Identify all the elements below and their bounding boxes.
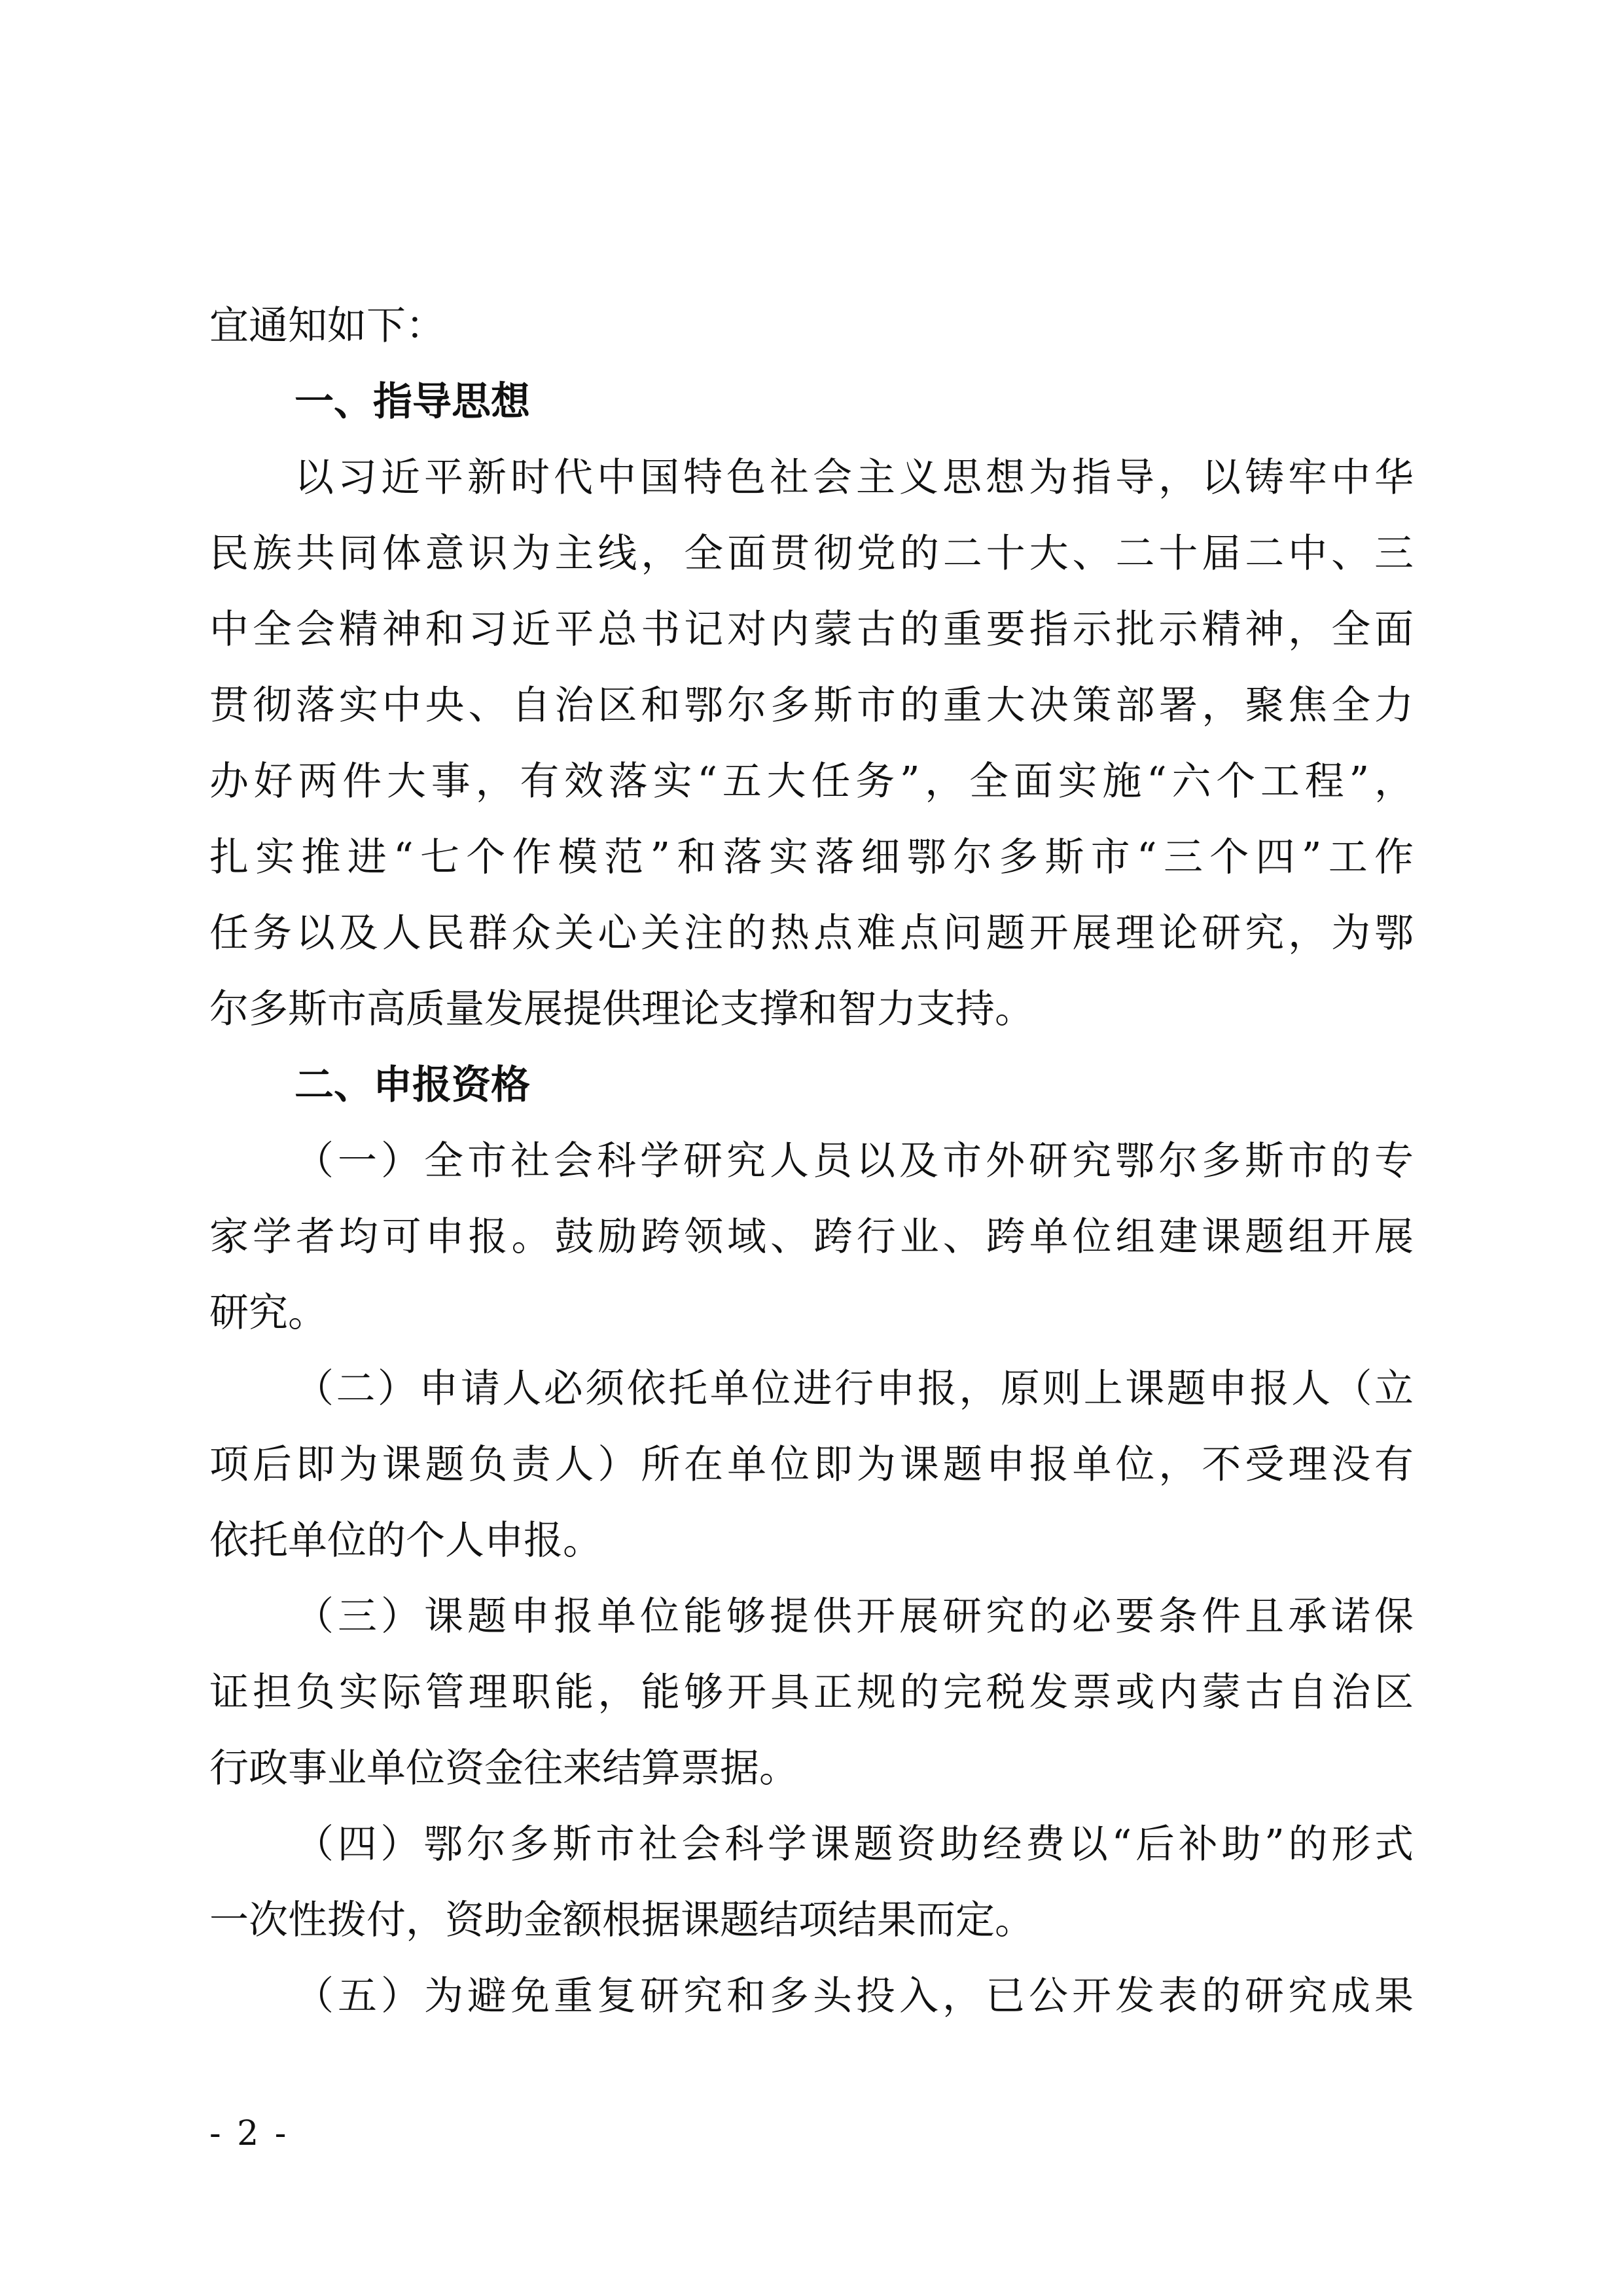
intro-line: 宜通知如下： — [209, 303, 445, 349]
paragraph-line: 办好两件大事，有效落实“五大任务”，全面实施“六个工程”， — [209, 759, 1414, 804]
paragraph-line: 扎实推进“七个作模范”和落实落细鄂尔多斯市“三个四”工作 — [209, 834, 1414, 880]
paragraph-line: 以习近平新时代中国特色社会主义思想为指导，以铸牢中华 — [294, 455, 1414, 501]
eligibility-item-1 — [209, 1123, 1414, 1351]
section-heading-guiding-ideology: 一、指导思想 — [294, 379, 530, 425]
paragraph-line: 中全会精神和习近平总书记对内蒙古的重要指示批示精神，全面 — [209, 607, 1414, 653]
paragraph-line: （一）全市社会科学研究人员以及市外研究鄂尔多斯市的专 — [294, 1138, 1414, 1184]
paragraph-line: 民族共同体意识为主线，全面贯彻党的二十大、二十届二中、三 — [209, 531, 1414, 577]
paragraph-line: 一次性拨付，资助金额根据课题结项结果而定。 — [209, 1897, 1034, 1943]
paragraph-line: 家学者均可申报。鼓励跨领域、跨行业、跨单位组建课题组开展 — [209, 1214, 1414, 1260]
eligibility-item-3 — [209, 1579, 1414, 1806]
paragraph-line: 依托单位的个人申报。 — [209, 1518, 602, 1564]
paragraph-line: （四）鄂尔多斯市社会科学课题资助经费以“后补助”的形式 — [294, 1821, 1414, 1867]
paragraph-line: 研究。 — [209, 1290, 327, 1336]
paragraph-line: （五）为避免重复研究和多头投入，已公开发表的研究成果 — [294, 1973, 1414, 2019]
paragraph-line: 证担负实际管理职能，能够开具正规的完税发票或内蒙古自治区 — [209, 1670, 1414, 1715]
paragraph-line: 任务以及人民群众关心关注的热点难点问题开展理论研究，为鄂 — [209, 910, 1414, 956]
paragraph-line: （三）课题申报单位能够提供开展研究的必要条件且承诺保 — [294, 1594, 1414, 1640]
paragraph-line: 贯彻落实中央、自治区和鄂尔多斯市的重大决策部署，聚焦全力 — [209, 683, 1414, 728]
paragraph-line: 项后即为课题负责人）所在单位即为课题申报单位，不受理没有 — [209, 1442, 1414, 1488]
page-number: - 2 - — [209, 2114, 289, 2153]
paragraph-line: （二）申请人必须依托单位进行申报，原则上课题申报人（立 — [294, 1366, 1414, 1412]
eligibility-item-4 — [209, 1806, 1414, 1958]
paragraph-line: 尔多斯市高质量发展提供理论支撑和智力支持。 — [209, 986, 1034, 1032]
eligibility-item-5 — [209, 1958, 1414, 2034]
section-heading-eligibility: 二、申报资格 — [294, 1062, 530, 1108]
paragraph-guiding-ideology — [209, 440, 1414, 1047]
paragraph-line: 行政事业单位资金往来结算票据。 — [209, 1746, 798, 1791]
eligibility-item-2 — [209, 1351, 1414, 1579]
document-body — [209, 288, 1414, 2034]
